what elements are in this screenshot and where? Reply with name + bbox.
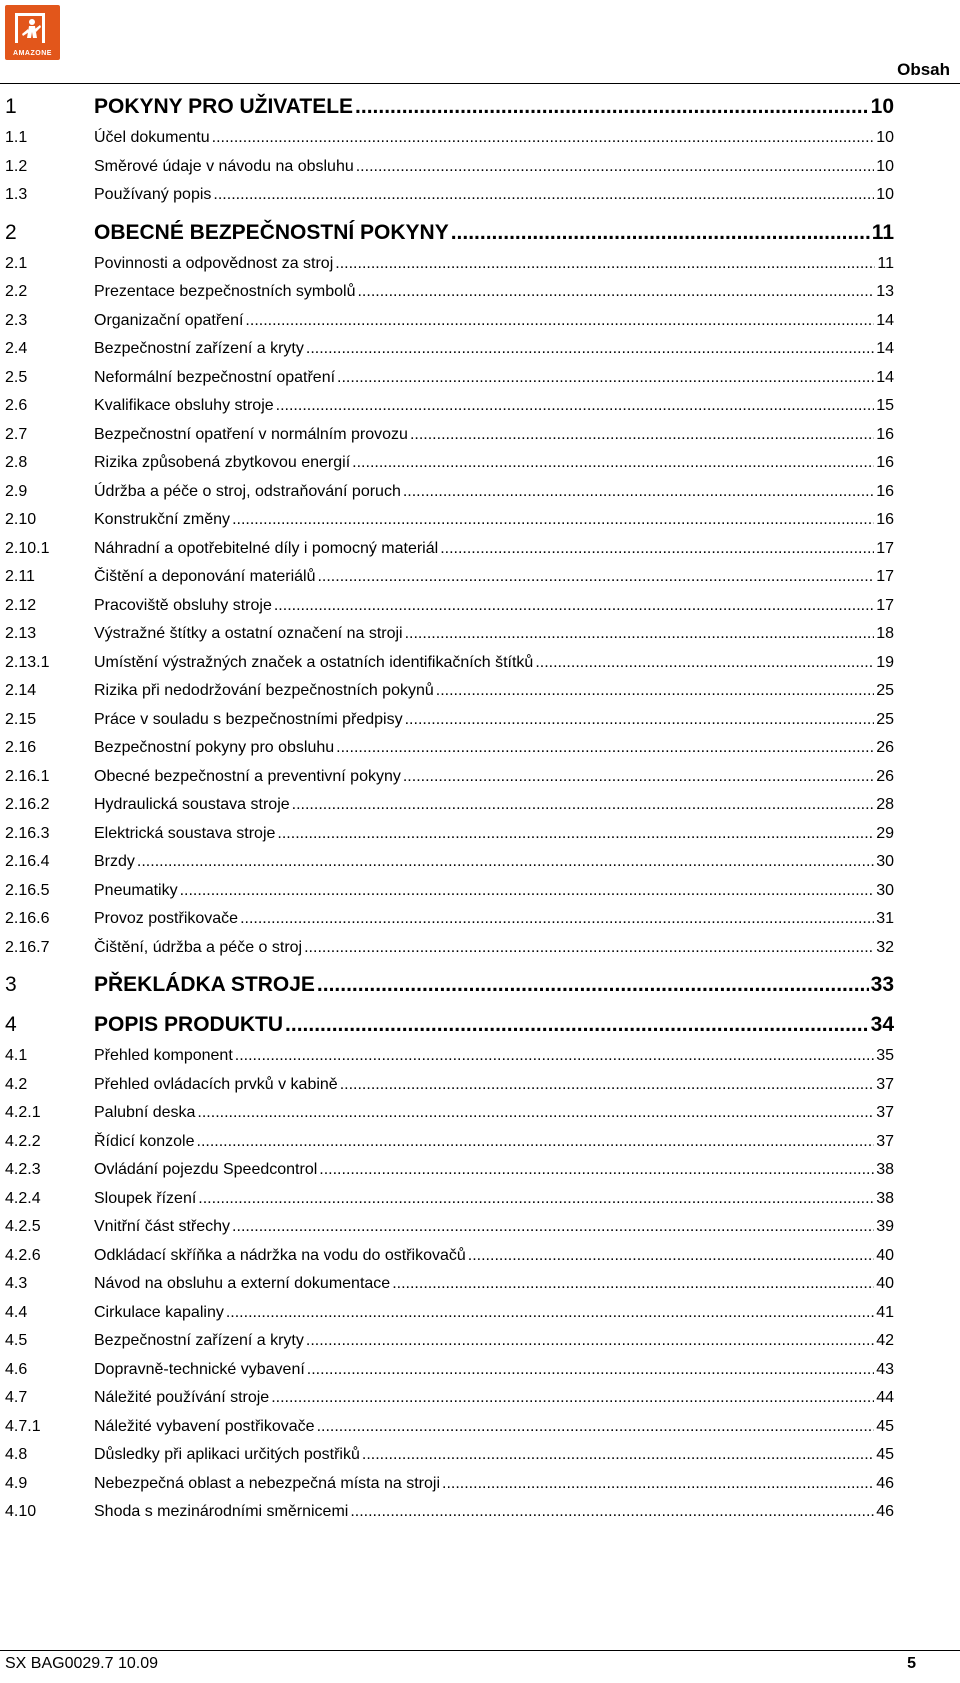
toc-entry-number: 4.1 <box>5 1047 28 1064</box>
toc-entry[interactable] <box>5 968 894 1002</box>
toc-entry[interactable] <box>5 364 894 393</box>
toc-entry-title: Směrové údaje v návodu na obsluhu <box>94 157 354 175</box>
section-title: Obsah <box>897 60 950 79</box>
toc-dot-leader <box>357 278 874 307</box>
toc-entry[interactable] <box>5 677 894 706</box>
toc-entry-page: 44 <box>876 1389 894 1406</box>
toc-dot-leader <box>307 1356 874 1385</box>
toc-entry-title: POKYNY PRO UŽIVATELE <box>94 95 354 118</box>
toc-entry-title: PŘEKLÁDKA STROJE <box>94 973 315 996</box>
toc-entry-title: Organizační opatření <box>94 311 244 329</box>
toc-dot-leader <box>226 1299 874 1328</box>
toc-entry-title: Elektrická soustava stroje <box>94 824 276 842</box>
toc-entry-number: 4.8 <box>5 1446 28 1463</box>
toc-entry[interactable] <box>5 478 894 507</box>
toc-entry-number: 2.1 <box>5 254 28 272</box>
toc-entry-page: 17 <box>876 568 894 585</box>
toc-entry-number: 2 <box>5 220 17 244</box>
toc-dot-leader <box>240 905 874 934</box>
toc-dot-leader <box>319 1156 874 1185</box>
toc-entry-title: Cirkulace kapaliny <box>94 1303 224 1321</box>
toc-entry-title: POPIS PRODUKTU <box>94 1013 284 1036</box>
toc-entry[interactable] <box>5 90 894 124</box>
toc-entry-title: Důsledky při aplikaci určitých postřiků <box>94 1446 360 1463</box>
toc-entry-title: Konstrukční změny <box>94 511 231 528</box>
toc-dot-leader <box>137 848 874 877</box>
toc-dot-leader <box>440 535 874 564</box>
table-of-contents <box>5 88 894 1527</box>
toc-entry[interactable] <box>5 1242 894 1271</box>
toc-dot-leader <box>362 1441 874 1470</box>
toc-entry-title: Odkládací skříňka a nádržka na vodu do ostřikovačů <box>94 1246 466 1264</box>
toc-entry[interactable] <box>5 421 894 450</box>
toc-entry-title: Umístění výstražných značek a ostatních identifikačních štítků <box>94 653 534 671</box>
toc-entry-number: 4.7.1 <box>5 1417 41 1435</box>
toc-entry[interactable] <box>5 1498 894 1527</box>
toc-entry-number: 2.10.1 <box>5 539 50 557</box>
toc-entry-title: Nebezpečná oblast a nebezpečná místa na stroji <box>94 1474 440 1492</box>
toc-entry-number: 4.5 <box>5 1332 28 1349</box>
toc-entry-number: 2.2 <box>5 283 28 300</box>
toc-entry-page: 46 <box>876 1474 894 1492</box>
toc-entry-page: 16 <box>876 511 894 528</box>
toc-dot-leader <box>232 1213 874 1242</box>
toc-entry[interactable] <box>5 620 894 649</box>
toc-entry-title: Rizika způsobená zbytkovou energií <box>94 454 351 471</box>
toc-entry[interactable] <box>5 1128 894 1157</box>
toc-entry-title: Účel dokumentu <box>94 129 210 146</box>
toc-entry-title: Palubní deska <box>94 1104 196 1121</box>
toc-entry-page: 10 <box>876 129 894 146</box>
toc-entry-title: Pracoviště obsluhy stroje <box>94 596 272 614</box>
toc-dot-leader <box>285 1008 869 1042</box>
toc-entry-title: Bezpečnostní zařízení a kryty <box>94 340 304 357</box>
toc-dot-leader <box>436 677 874 706</box>
toc-entry[interactable] <box>5 1299 894 1328</box>
toc-entry[interactable] <box>5 278 894 307</box>
toc-entry-page: 37 <box>876 1104 894 1121</box>
toc-entry-page: 15 <box>876 397 894 414</box>
toc-dot-leader <box>304 934 874 963</box>
toc-entry-number: 2.16.2 <box>5 796 50 813</box>
toc-entry-title: Používaný popis <box>94 186 212 203</box>
toc-dot-leader <box>352 449 874 478</box>
toc-dot-leader <box>356 153 874 182</box>
toc-dot-leader <box>232 506 874 535</box>
toc-entry-page: 11 <box>877 254 894 272</box>
toc-entry-number: 4.9 <box>5 1474 28 1492</box>
toc-entry-number: 2.16 <box>5 739 37 756</box>
toc-entry-title: Návod na obsluhu a externí dokumentace <box>94 1275 391 1292</box>
toc-entry-number: 2.13.1 <box>5 653 50 671</box>
toc-entry[interactable] <box>5 1008 894 1042</box>
toc-entry-number: 2.16.6 <box>5 910 50 927</box>
toc-entry[interactable] <box>5 1356 894 1385</box>
toc-entry-page: 41 <box>876 1303 894 1321</box>
toc-entry-number: 2.14 <box>5 682 37 699</box>
toc-entry[interactable] <box>5 1470 894 1499</box>
toc-entry-title: Ovládání pojezdu Speedcontrol <box>94 1161 318 1178</box>
toc-dot-leader <box>405 706 875 735</box>
toc-entry-title: Prezentace bezpečnostních symbolů <box>94 283 356 300</box>
toc-entry[interactable] <box>5 1213 894 1242</box>
toc-entry-page: 16 <box>876 425 894 443</box>
toc-dot-leader <box>410 421 874 450</box>
toc-entry-title: Neformální bezpečnostní opatření <box>94 368 336 386</box>
toc-entry[interactable] <box>5 934 894 963</box>
toc-entry-page: 10 <box>876 157 894 175</box>
toc-entry-title: Povinnosti a odpovědnost za stroj <box>94 254 334 272</box>
toc-entry-page: 31 <box>876 910 894 927</box>
header-divider <box>0 83 960 84</box>
toc-entry-title: Přehled ovládacích prvků v kabině <box>94 1075 338 1093</box>
toc-entry-number: 1.3 <box>5 186 28 203</box>
toc-entry-title: Čištění, údržba a péče o stroj <box>94 938 303 956</box>
toc-entry[interactable] <box>5 734 894 763</box>
toc-dot-leader <box>197 1099 874 1128</box>
toc-dot-leader <box>277 820 874 849</box>
toc-entry-title: Brzdy <box>94 853 135 870</box>
toc-entry-title: Řídicí konzole <box>94 1132 195 1150</box>
toc-entry-number: 4.2.4 <box>5 1189 41 1207</box>
toc-entry-page: 40 <box>876 1275 894 1292</box>
toc-dot-leader <box>274 592 874 621</box>
toc-entry[interactable] <box>5 1270 894 1299</box>
toc-entry-title: Náhradní a opotřebitelné díly i pomocný materiál <box>94 539 439 557</box>
toc-entry-title: Hydraulická soustava stroje <box>94 796 290 813</box>
toc-entry-number: 2.13 <box>5 625 37 642</box>
toc-dot-leader <box>317 968 869 1002</box>
toc-entry-number: 3 <box>5 973 17 996</box>
toc-entry-page: 26 <box>876 739 894 756</box>
toc-dot-leader <box>392 1270 874 1299</box>
toc-entry-title: Shoda s mezinárodními směrnicemi <box>94 1503 349 1520</box>
toc-entry-page: 25 <box>876 710 894 728</box>
toc-entry[interactable] <box>5 1099 894 1128</box>
toc-entry-number: 4.2.5 <box>5 1218 41 1235</box>
toc-entry-title: Čištění a deponování materiálů <box>94 568 316 585</box>
toc-entry-page: 11 <box>871 220 894 244</box>
toc-entry[interactable] <box>5 1071 894 1100</box>
toc-entry-page: 40 <box>876 1246 894 1264</box>
toc-entry-page: 17 <box>876 539 894 557</box>
toc-entry-page: 37 <box>876 1075 894 1093</box>
toc-entry[interactable] <box>5 1185 894 1214</box>
toc-entry[interactable] <box>5 392 894 421</box>
toc-entry-title: Práce v souladu s bezpečnostními předpisy <box>94 710 403 728</box>
toc-entry-number: 4.4 <box>5 1303 28 1321</box>
toc-entry-number: 4.2.2 <box>5 1132 41 1150</box>
toc-entry-page: 42 <box>876 1332 894 1349</box>
page-number: 5 <box>907 1655 916 1672</box>
toc-dot-leader <box>317 1413 875 1442</box>
toc-entry-number: 2.16.1 <box>5 767 50 785</box>
toc-entry[interactable] <box>5 1327 894 1356</box>
toc-dot-leader <box>235 1042 874 1071</box>
logo-wordmark: AMAZONE <box>13 50 52 57</box>
toc-entry-page: 30 <box>876 881 894 899</box>
toc-entry-page: 14 <box>876 340 894 357</box>
toc-entry-title: Náležité používání stroje <box>94 1389 270 1406</box>
toc-entry[interactable] <box>5 592 894 621</box>
toc-entry-number: 4.2.6 <box>5 1246 41 1264</box>
toc-entry[interactable] <box>5 820 894 849</box>
toc-dot-leader <box>306 1327 874 1356</box>
toc-entry-number: 4.2.1 <box>5 1104 41 1121</box>
toc-dot-leader <box>468 1242 874 1271</box>
toc-entry-page: 45 <box>876 1446 894 1463</box>
toc-entry[interactable] <box>5 335 894 364</box>
toc-entry[interactable] <box>5 877 894 906</box>
toc-dot-leader <box>306 335 874 364</box>
document-id: SX BAG0029.7 10.09 <box>5 1655 158 1672</box>
toc-entry-page: 33 <box>870 973 894 996</box>
toc-dot-leader <box>198 1185 874 1214</box>
toc-dot-leader <box>336 734 874 763</box>
toc-entry-page: 16 <box>876 454 894 471</box>
toc-entry-page: 38 <box>876 1189 894 1207</box>
toc-entry[interactable] <box>5 506 894 535</box>
toc-dot-leader <box>340 1071 875 1100</box>
toc-entry-number: 4 <box>5 1013 17 1036</box>
toc-entry-number: 2.5 <box>5 368 28 386</box>
toc-entry[interactable] <box>5 563 894 592</box>
toc-entry-number: 4.2.3 <box>5 1161 41 1178</box>
toc-entry-title: Náležité vybavení postřikovače <box>94 1417 315 1435</box>
toc-entry[interactable] <box>5 153 894 182</box>
toc-entry-number: 1 <box>5 95 17 118</box>
toc-dot-leader <box>350 1498 874 1527</box>
toc-entry-title: Dopravně-technické vybavení <box>94 1360 305 1378</box>
toc-entry-page: 18 <box>876 625 894 642</box>
toc-entry[interactable] <box>5 848 894 877</box>
toc-entry[interactable] <box>5 216 894 250</box>
toc-entry-title: OBECNÉ BEZPEČNOSTNÍ POKYNY <box>94 220 449 244</box>
toc-dot-leader <box>403 478 874 507</box>
toc-dot-leader <box>276 392 875 421</box>
toc-entry[interactable] <box>5 905 894 934</box>
toc-entry-number: 2.11 <box>5 568 35 585</box>
toc-entry[interactable] <box>5 763 894 792</box>
toc-entry-number: 2.12 <box>5 596 37 614</box>
toc-entry-title: Bezpečnostní zařízení a kryty <box>94 1332 304 1349</box>
toc-dot-leader <box>442 1470 874 1499</box>
toc-entry-number: 4.3 <box>5 1275 28 1292</box>
toc-dot-leader <box>535 649 874 678</box>
toc-entry-page: 19 <box>876 653 894 671</box>
toc-entry[interactable] <box>5 250 894 279</box>
toc-entry-page: 10 <box>870 95 894 118</box>
toc-entry-number: 2.16.5 <box>5 881 50 899</box>
toc-entry-page: 25 <box>876 682 894 699</box>
toc-dot-leader <box>337 364 874 393</box>
toc-entry-page: 14 <box>876 311 894 329</box>
toc-entry[interactable] <box>5 791 894 820</box>
toc-entry-number: 1.1 <box>5 129 28 146</box>
toc-entry-title: Údržba a péče o stroj, odstraňování poruch <box>94 482 401 500</box>
toc-entry-title: Bezpečnostní opatření v normálním provozu <box>94 425 408 443</box>
toc-entry-page: 14 <box>876 368 894 386</box>
toc-entry-number: 2.16.3 <box>5 824 50 842</box>
toc-entry[interactable] <box>5 449 894 478</box>
toc-entry[interactable] <box>5 307 894 336</box>
toc-entry-page: 45 <box>876 1417 894 1435</box>
toc-entry-page: 46 <box>876 1503 894 1520</box>
toc-entry-page: 16 <box>876 482 894 500</box>
toc-entry-number: 1.2 <box>5 157 28 175</box>
toc-entry-page: 28 <box>876 796 894 813</box>
toc-dot-leader <box>271 1384 874 1413</box>
toc-entry-title: Pneumatiky <box>94 881 178 899</box>
toc-entry-number: 2.9 <box>5 482 28 500</box>
toc-entry-page: 34 <box>870 1013 894 1036</box>
toc-entry-number: 2.3 <box>5 311 28 329</box>
toc-entry-title: Rizika při nedodržování bezpečnostních pokynů <box>94 682 434 699</box>
toc-entry-number: 4.10 <box>5 1503 37 1520</box>
toc-entry-page: 26 <box>876 767 894 785</box>
toc-entry[interactable] <box>5 1413 894 1442</box>
toc-entry-page: 29 <box>876 824 894 842</box>
toc-dot-leader <box>451 216 870 250</box>
toc-entry[interactable] <box>5 181 894 210</box>
toc-entry-title: Výstražné štítky a ostatní označení na stroji <box>94 625 403 642</box>
toc-entry[interactable] <box>5 1156 894 1185</box>
toc-entry-number: 2.6 <box>5 397 28 414</box>
toc-entry-page: 17 <box>876 596 894 614</box>
toc-dot-leader <box>355 90 869 124</box>
toc-dot-leader <box>180 877 875 906</box>
toc-entry-page: 30 <box>876 853 894 870</box>
toc-entry-title: Provoz postřikovače <box>94 910 239 927</box>
toc-dot-leader <box>197 1128 875 1157</box>
toc-entry-page: 10 <box>876 186 894 203</box>
toc-entry-page: 32 <box>876 938 894 956</box>
toc-entry-number: 4.6 <box>5 1360 28 1378</box>
footer-divider <box>0 1650 960 1651</box>
toc-entry-number: 2.10 <box>5 511 37 528</box>
toc-entry-page: 43 <box>876 1360 894 1378</box>
toc-entry[interactable] <box>5 649 894 678</box>
toc-entry-number: 4.2 <box>5 1075 28 1093</box>
toc-entry-number: 2.15 <box>5 710 37 728</box>
toc-entry[interactable] <box>5 1042 894 1071</box>
toc-entry[interactable] <box>5 124 894 153</box>
toc-entry[interactable] <box>5 706 894 735</box>
toc-entry-page: 37 <box>876 1132 894 1150</box>
toc-dot-leader <box>405 620 875 649</box>
toc-entry[interactable] <box>5 1384 894 1413</box>
toc-entry-page: 13 <box>876 283 894 300</box>
toc-entry[interactable] <box>5 1441 894 1470</box>
toc-entry-page: 39 <box>876 1218 894 1235</box>
toc-entry-number: 2.16.4 <box>5 853 50 870</box>
toc-dot-leader <box>212 124 875 153</box>
toc-entry-title: Kvalifikace obsluhy stroje <box>94 397 274 414</box>
toc-dot-leader <box>245 307 874 336</box>
toc-entry-title: Obecné bezpečnostní a preventivní pokyny <box>94 767 401 785</box>
toc-entry-number: 2.4 <box>5 340 28 357</box>
toc-entry-title: Vnitřní část střechy <box>94 1218 231 1235</box>
toc-entry-number: 2.16.7 <box>5 938 50 956</box>
toc-entry-title: Bezpečnostní pokyny pro obsluhu <box>94 739 335 756</box>
toc-dot-leader <box>317 563 874 592</box>
toc-dot-leader <box>292 791 875 820</box>
toc-dot-leader <box>213 181 874 210</box>
toc-entry-number: 2.7 <box>5 425 28 443</box>
toc-entry-number: 2.8 <box>5 454 28 471</box>
toc-dot-leader <box>335 250 875 279</box>
toc-entry-number: 4.7 <box>5 1389 28 1406</box>
toc-dot-leader <box>403 763 874 792</box>
toc-entry-page: 38 <box>876 1161 894 1178</box>
toc-entry-title: Přehled komponent <box>94 1047 233 1064</box>
toc-entry-page: 35 <box>876 1047 894 1064</box>
toc-entry-title: Sloupek řízení <box>94 1189 197 1207</box>
toc-entry[interactable] <box>5 535 894 564</box>
amazone-logo <box>5 5 60 60</box>
